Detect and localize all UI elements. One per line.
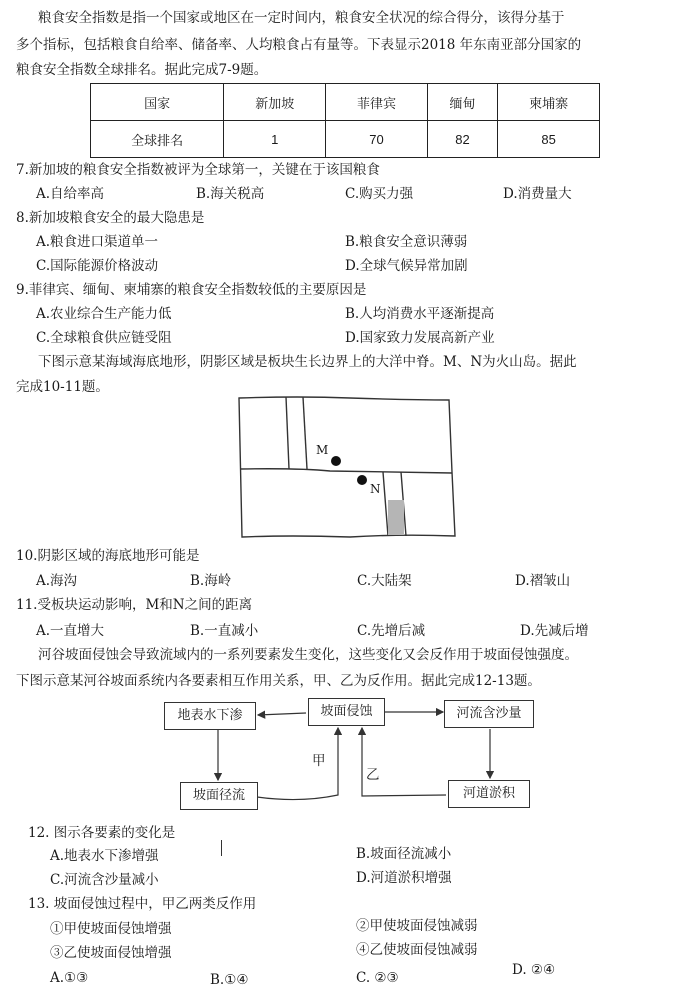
q10-option-b: B.海岭 <box>190 573 232 589</box>
table-cell: 全球排名 <box>91 121 224 158</box>
q10-option-a: A.海沟 <box>36 573 78 589</box>
intro-line: 完成10-11题。 <box>16 379 109 395</box>
table-cell: 新加坡 <box>224 84 326 121</box>
node-sediment-content: 河流含沙量 <box>444 700 534 728</box>
ridge-segment-left <box>303 397 307 469</box>
q10-option-c: C.大陆架 <box>357 573 412 589</box>
question-7-stem: 7.新加坡的粮食安全指数被评为全球第一，关键在于该国粮食 <box>16 162 380 178</box>
arrow-jia-feedback <box>257 728 338 800</box>
q9-option-b: B.人均消费水平逐渐提高 <box>345 306 495 322</box>
question-8-stem: 8.新加坡粮食安全的最大隐患是 <box>16 210 205 226</box>
transform-fault <box>240 469 452 473</box>
q13-statement-2: ②甲使坡面侵蚀减弱 <box>356 918 478 934</box>
q9-option-c: C.全球粮食供应链受阻 <box>36 330 172 346</box>
map-outline <box>239 397 455 537</box>
intro-line: 粮食安全指数全球排名。据此完成7-9题。 <box>16 62 268 78</box>
q7-option-a: A.自给率高 <box>36 186 105 202</box>
q7-option-b: B.海关税高 <box>196 186 265 202</box>
q8-option-d: D.全球气候异常加剧 <box>345 258 468 274</box>
node-slope-erosion: 坡面侵蚀 <box>308 698 385 726</box>
q12-option-d: D.河道淤积增强 <box>356 870 452 886</box>
intro-line: 下图示意某海域海底地形，阴影区域是板块生长边界上的大洋中脊。M、N为火山岛。据此 <box>38 354 577 370</box>
table-cell: 柬埔寨 <box>498 84 600 121</box>
shaded-ridge <box>388 500 404 535</box>
q13-option-a: A.①③ <box>50 970 89 986</box>
q9-option-d: D.国家致力发展高新产业 <box>345 330 495 346</box>
table-cell: 82 <box>427 121 497 158</box>
island-n-label: N <box>370 482 381 496</box>
label-jia: 甲 <box>312 753 326 769</box>
island-m-dot <box>331 456 341 466</box>
label-yi: 乙 <box>366 767 380 783</box>
q10-option-d: D.褶皱山 <box>515 573 571 589</box>
q8-option-c: C.国际能源价格波动 <box>36 258 159 274</box>
table-cell: 缅甸 <box>427 84 497 121</box>
table-row <box>91 121 600 158</box>
q12-option-b: B.坡面径流减小 <box>356 846 452 862</box>
question-12-stem: 12. 图示各要素的变化是 <box>28 825 176 841</box>
island-n-dot <box>357 475 367 485</box>
table-cell: 85 <box>498 121 600 158</box>
stray-mark <box>221 840 222 856</box>
q13-option-d: D. ②④ <box>512 962 556 978</box>
question-9-stem: 9.菲律宾、缅甸、柬埔寨的粮食安全指数较低的主要原因是 <box>16 282 367 298</box>
q13-statement-3: ③乙使坡面侵蚀增强 <box>50 945 172 961</box>
table-cell: 国家 <box>91 84 224 121</box>
q13-statement-1: ①甲使坡面侵蚀增强 <box>50 921 172 937</box>
ridge-segment-left <box>286 397 289 469</box>
table-header-row <box>91 84 600 121</box>
table-cell: 1 <box>224 121 326 158</box>
q13-statement-4: ④乙使坡面侵蚀减弱 <box>356 942 478 958</box>
q11-option-b: B.一直减小 <box>190 623 259 639</box>
intro-line: 下图示意某河谷坡面系统内各要素相互作用关系，甲、乙为反作用。据此完成12-13题。 <box>16 673 541 689</box>
intro-line: 河谷坡面侵蚀会导致流域内的一系列要素发生变化，这些变化又会反作用于坡面侵蚀强度。 <box>38 647 578 663</box>
ridge-segment-right <box>401 472 406 536</box>
q13-option-b: B.①④ <box>210 972 249 988</box>
question-11-stem: 11.受板块运动影响，M和N之间的距离 <box>16 597 253 613</box>
q12-option-c: C.河流含沙量减小 <box>50 872 159 888</box>
ridge-segment-right <box>383 472 388 536</box>
q12-option-a: A.地表水下渗增强 <box>50 848 159 864</box>
q7-option-d: D.消费量大 <box>503 186 572 202</box>
ranking-table <box>90 83 600 158</box>
question-13-stem: 13. 坡面侵蚀过程中，甲乙两类反作用 <box>28 896 257 912</box>
node-infiltration: 地表水下渗 <box>164 702 256 730</box>
q13-option-c: C. ②③ <box>356 970 399 986</box>
q11-option-d: D.先减后增 <box>520 623 589 639</box>
q9-option-a: A.农业综合生产能力低 <box>36 306 172 322</box>
q8-option-b: B.粮食安全意识薄弱 <box>345 234 468 250</box>
node-slope-runoff: 坡面径流 <box>180 782 258 810</box>
arrow-erosion-to-infiltration <box>258 713 306 715</box>
intro-line: 粮食安全指数是指一个国家或地区在一定时间内，粮食安全状况的综合得分，该得分基于 <box>38 10 565 26</box>
node-channel-deposition: 河道淤积 <box>448 780 530 808</box>
q8-option-a: A.粮食进口渠道单一 <box>36 234 159 250</box>
arrow-yi-feedback <box>362 728 446 796</box>
island-m-label: M <box>316 443 329 457</box>
intro-line: 多个指标，包括粮食自给率、储备率、人均粮食占有量等。下表显示2018 年东南亚部分国家的 <box>16 37 582 53</box>
q11-option-c: C.先增后减 <box>357 623 426 639</box>
q11-option-a: A.一直增大 <box>36 623 105 639</box>
question-10-stem: 10.阴影区域的海底地形可能是 <box>16 548 200 564</box>
q7-option-c: C.购买力强 <box>345 186 414 202</box>
table-cell: 菲律宾 <box>326 84 428 121</box>
table-cell: 70 <box>326 121 428 158</box>
